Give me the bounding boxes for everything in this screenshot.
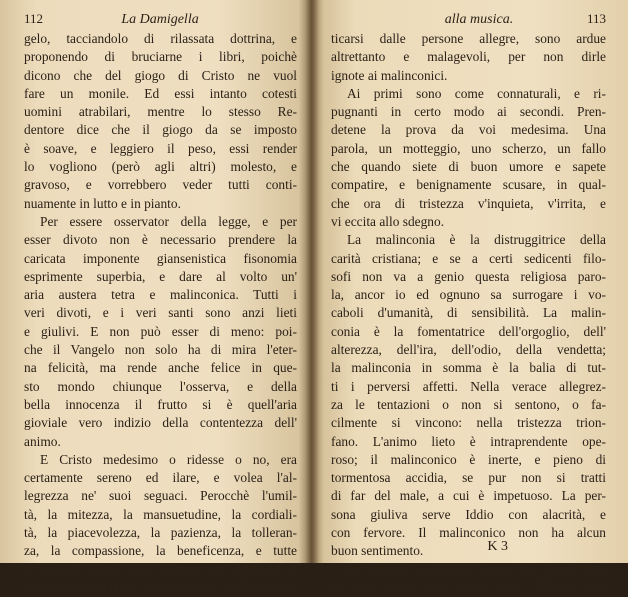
text-line: dicono che del giogo di Cristo ne vuol	[24, 67, 297, 83]
text-line: le sociali virtù, che formar ne debbono il	[24, 561, 297, 577]
text-line: caricata imponente giansenistica fisonomia	[24, 250, 297, 266]
text-line: parola, un motteggio, uno scherzo, un fallo	[331, 140, 606, 156]
text-line: dentore dice che il giogo da se imposto	[24, 122, 297, 138]
left-page	[0, 0, 311, 595]
text-line: che ora di tristezza v'inquieta, v'irrita, e	[331, 195, 606, 211]
page-number-right: 113	[586, 11, 606, 26]
right-page-body	[331, 30, 606, 597]
right-page	[311, 0, 628, 595]
text-line: certamente sereno ed ilare, e volea l'al-	[24, 470, 297, 486]
text-line: roso; il malinconico è inerte, e pieno di	[331, 451, 606, 467]
text-line: altrettanto e malagevoli, per non dirle	[331, 49, 606, 65]
text-line: detene la prova da voi medesima. Una	[331, 122, 606, 138]
text-line: gravoso, e vorrebbero veder tutti conti-	[24, 177, 297, 193]
text-line: animo.	[24, 433, 61, 449]
text-line: di far del male, a cui è impetuoso. La per-	[331, 488, 606, 504]
text-line: ignote ai malinconici.	[331, 67, 448, 83]
text-line: che il Vangelo non solo ha di mira l'eter-	[24, 342, 297, 358]
text-line: tormentosa accidia, se pur non si tratti	[331, 470, 606, 486]
text-line: uomini atrabilari, mentre lo stesso Re-	[24, 104, 297, 120]
text-line: e giulivi. E non può esser di meno: poi-	[24, 323, 297, 339]
text-line: proponendo di bruciarne i libri, poichè	[24, 49, 297, 65]
text-line: nuamente in lutto e in pianto.	[24, 195, 181, 211]
text-line: con fervore. Il malinconico non ha alcun	[331, 525, 606, 541]
text-line: caboli d'umanità, di sensibilità. La malin-	[331, 305, 606, 321]
text-line: distintivo carattere, quanto sono facili a pra-	[24, 579, 297, 595]
text-line: tà, la mitezza, la mansuetudine, la cordiali-	[24, 506, 297, 522]
text-line: che quando siete di buon umore e sapete	[331, 159, 606, 175]
text-line: veri divoti, e i veri santi sono anzi lieti	[24, 305, 297, 321]
text-line: ticarsi dalle persone allegre, sono ardue	[331, 31, 606, 46]
text-line: gelo, tacciandolo di rilassata dottrina, e	[24, 31, 297, 46]
text-line: lo vogliono (però agli altri) molesto, e	[24, 159, 297, 175]
text-line: za, la compassione, la beneficenza, e tutte	[24, 543, 297, 559]
text-line: ti i perversi affetti. Nella verace allegrez-	[331, 378, 606, 394]
text-line: esprimente superbia, e dare al volto un'	[24, 268, 297, 284]
text-line: compatire, e benignamente scusare, in qual-	[331, 177, 606, 193]
text-line: alterezza, dell'ira, dell'odio, della vendetta;	[331, 342, 606, 358]
text-line: E Cristo medesimo o ridesse o no, era	[40, 451, 297, 467]
text-line: cilmente si vincono: nella tristezza trion-	[331, 415, 606, 431]
text-line: gioviale vero indizio della contentezza dell'	[24, 415, 297, 431]
running-title-left: La Damigella	[121, 12, 199, 27]
text-line: fano. L'animo lieto è intraprendente ope-	[331, 433, 606, 449]
text-line: to non solo, ma come gran filosofo an-	[331, 579, 606, 595]
text-line: esser divoto non è necessario prendere la	[24, 232, 297, 248]
text-line: conia è la fomentatrice dell'orgoglio, dell'	[331, 323, 606, 339]
text-line: buon sentimento.	[331, 543, 424, 559]
text-line: La malinconia è la distruggitrice della	[347, 232, 606, 248]
text-line: la, ancor io ed ognuno sa surrogare i vo-	[331, 287, 606, 303]
text-line: sofi non va a genio questa religiosa paro-	[331, 268, 606, 284]
text-line: Ai primi sono come connaturali, e ri-	[347, 85, 606, 101]
text-line: carità cristiana; e se a certi sedicenti filo-	[331, 250, 606, 266]
text-line: Per essere osservator della legge, e per	[40, 213, 297, 229]
text-line: la malinconia in somma è la balia di tut-	[331, 360, 606, 376]
text-line: bella innocenza il frutto si è quell'aria	[24, 396, 297, 412]
left-page-header	[24, 8, 297, 30]
text-line: na felicità, ma rende anche felice in que-	[24, 360, 297, 376]
text-line: Io sempre riguardai come un gran san-	[347, 561, 606, 577]
signature-mark: K 3	[487, 539, 508, 554]
text-line: vi eccita allo sdegno.	[331, 213, 445, 229]
text-line: tà, la piacevolezza, la pazienza, la tolleran-	[24, 525, 297, 541]
right-page-header	[331, 8, 606, 30]
text-line: legrezza ne' suoi seguaci. Perocchè l'umil-	[24, 488, 297, 504]
text-line: è soave, e leggiero il peso, essi render	[24, 140, 297, 156]
page-number-left: 112	[24, 11, 44, 26]
text-line: sona giuliva serve Iddio con alacrità, e	[331, 506, 606, 522]
running-title-right: alla musica.	[444, 12, 514, 27]
text-line: aria austera tetra e malinconica. Tutti i	[24, 287, 297, 303]
text-line: za le tentazioni o non si sentono, o fa-	[331, 396, 606, 412]
left-page-body	[24, 30, 297, 597]
text-line: sto mondo chiunque l'osserva, e della	[24, 378, 297, 394]
text-line: fare un monile. Ed essi intanto cotesti	[24, 85, 297, 101]
text-line: pugnanti in certo modo ai secondi. Pren-	[331, 104, 606, 120]
